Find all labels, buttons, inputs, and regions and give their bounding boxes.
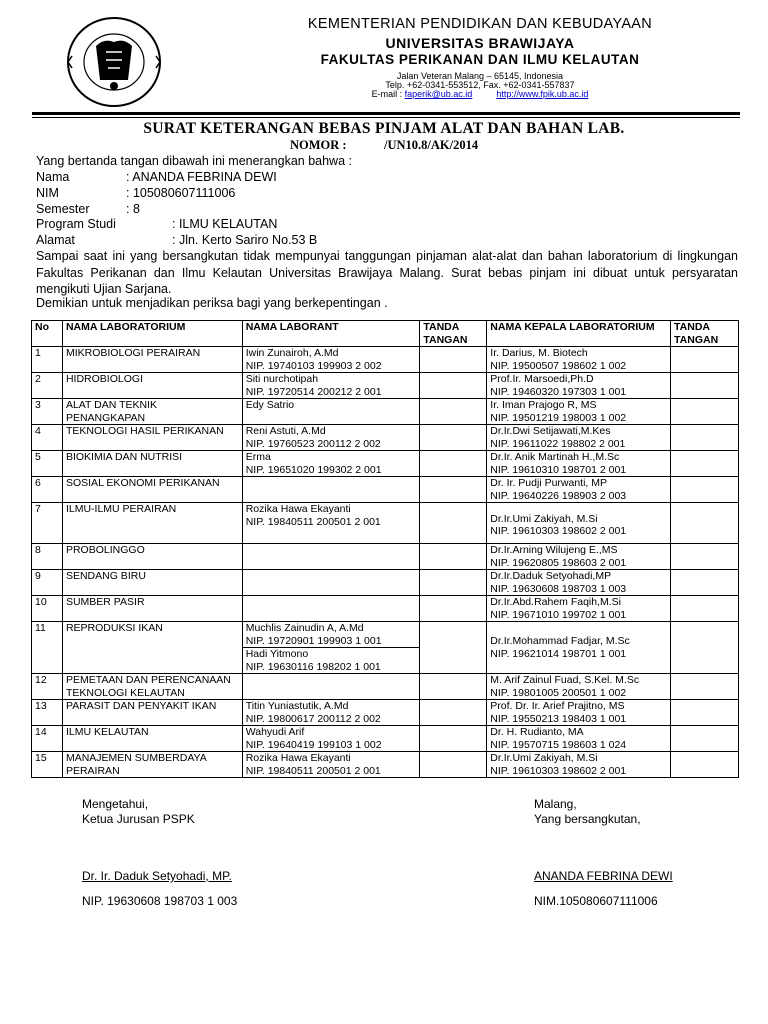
row-number: 6 (32, 477, 63, 503)
table-row (32, 503, 739, 544)
left-signatory-name: Dr. Ir. Daduk Setyohadi, MP. (82, 869, 232, 883)
col-header-signature: TANDA TANGAN (420, 321, 487, 347)
head-cell (487, 373, 671, 399)
prodi-value: : ILMU KELAUTAN (172, 217, 278, 231)
table-row (32, 596, 739, 622)
head-name: Dr.Ir.Daduk Setyohadi,MP (490, 570, 612, 582)
head-cell (487, 347, 671, 373)
header-rule-thin (32, 117, 740, 118)
head-signature-cell (671, 674, 739, 700)
alamat-label: Alamat (36, 233, 75, 247)
closing-text: Demikian untuk menjadikan periksa bagi yang berkepentingan . (36, 296, 388, 310)
laborant-signature-cell (420, 373, 487, 399)
table-row (32, 347, 739, 373)
university-logo (66, 16, 162, 108)
head-name: Dr.Ir. Anik Martinah H.,M.Sc (490, 451, 620, 463)
head-name: Dr.Ir.Umi Zakiyah, M.Si (490, 752, 598, 764)
table-row (32, 544, 739, 570)
table-row (32, 726, 739, 752)
head-cell (487, 752, 671, 778)
table-row (32, 700, 739, 726)
laborant-nip: NIP. 19840511 200501 2 001 (245, 764, 381, 777)
col-header-laborant: NAMA LABORANT (242, 321, 420, 347)
laborant-cell (242, 752, 420, 778)
row-number: 11 (32, 622, 63, 674)
col-header-head: NAMA KEPALA LABORATORIUM (487, 321, 671, 347)
lab-name: MANAJEMEN SUMBERDAYA PERAIRAN (62, 752, 242, 778)
lab-name: MIKROBIOLOGI PERAIRAN (62, 347, 242, 373)
laborant-signature-cell (420, 726, 487, 752)
lab-name: SENDANG BIRU (62, 570, 242, 596)
laborant-signature-cell (420, 596, 487, 622)
laborant-signature-cell (420, 477, 487, 503)
head-signature-cell (671, 622, 739, 674)
laborant-cell (242, 700, 420, 726)
row-number: 13 (32, 700, 63, 726)
nama-value: : ANANDA FEBRINA DEWI (126, 170, 277, 184)
col-header-head-signature: TANDA TANGAN (671, 321, 739, 347)
row-number: 8 (32, 544, 63, 570)
head-cell (487, 544, 671, 570)
right-signatory-name: ANANDA FEBRINA DEWI (534, 869, 673, 883)
laborant-signature-cell (420, 752, 487, 778)
head-signature-cell (671, 726, 739, 752)
laborant-signature-cell (420, 399, 487, 425)
row-number: 1 (32, 347, 63, 373)
faculty-name: FAKULTAS PERIKANAN DAN ILMU KELAUTAN (320, 52, 640, 67)
head-nip: NIP. 19610303 198602 2 001 (490, 525, 627, 537)
head-cell (487, 570, 671, 596)
laborant-signature-cell (420, 503, 487, 544)
head-signature-cell (671, 544, 739, 570)
row-number: 10 (32, 596, 63, 622)
laborant-nip: NIP. 19840511 200501 2 001 (245, 515, 381, 528)
alamat-value: : Jln. Kerto Sariro No.53 B (172, 233, 318, 247)
left-signature-label1: Mengetahui, (82, 797, 149, 811)
left-signatory-nip: NIP. 19630608 198703 1 003 (82, 894, 238, 908)
laborant-nip: NIP. 19720514 200212 2 001 (245, 385, 382, 398)
faculty-contact (220, 89, 740, 99)
laborant-nip: NIP. 19630116 198202 1 001 (245, 660, 381, 673)
head-name: Ir. Darius, M. Biotech (490, 347, 588, 359)
row-number: 12 (32, 674, 63, 700)
head-cell (487, 425, 671, 451)
faculty-phone: Telp. +62-0341-553512, Fax. +62-0341-557837 (385, 80, 575, 90)
laborant-name: Muchlis Zainudin A, A.Md (245, 622, 364, 634)
head-signature-cell (671, 596, 739, 622)
document-title: SURAT KETERANGAN BEBAS PINJAM ALAT DAN BAHAN LAB. (143, 120, 625, 137)
head-signature-cell (671, 752, 739, 778)
faculty-address: Jalan Veteran Malang – 65145, Indonesia (396, 71, 564, 81)
head-signature-cell (671, 503, 739, 544)
laborant-signature-cell (420, 544, 487, 570)
head-cell (487, 399, 671, 425)
laborant-nip: NIP. 19760523 200112 2 002 (245, 437, 381, 450)
laborant-name: Hadi Yitmono (245, 648, 309, 660)
table-row (32, 674, 739, 700)
head-nip: NIP. 19610310 198701 2 001 (490, 463, 627, 476)
laborant-nip: NIP. 19640419 199103 1 002 (245, 738, 382, 751)
head-nip: NIP. 19610303 198602 2 001 (490, 764, 627, 777)
table-row (32, 373, 739, 399)
laboratory-table (31, 320, 739, 778)
laborant-cell (242, 425, 420, 451)
statement-paragraph: Sampai saat ini yang bersangkutan tidak mempunyai tanggungan pinjaman alat-alat dan bahan laboratorium di lingkungan Fakultas Perikanan dan Ilmu Kelautan Universitas Brawijaya Malang. Surat bebas pinjam ini dibuat untuk persyaratan mengikuti Ujian Sarjana. (36, 249, 738, 296)
row-number: 4 (32, 425, 63, 451)
head-nip: NIP. 19640226 198903 2 003 (490, 489, 627, 502)
laborant-name: Wahyudi Arif (245, 726, 305, 738)
left-signature-label2: Ketua Jurusan PSPK (82, 812, 195, 826)
laborant-signature-cell (420, 425, 487, 451)
right-signature-label2: Yang bersangkutan, (534, 812, 641, 826)
table-row (32, 752, 739, 778)
head-name: M. Arif Zainul Fuad, S.Kel. M.Sc (490, 674, 640, 686)
semester-label: Semester (36, 202, 90, 216)
table-row (32, 451, 739, 477)
laborant-signature-cell (420, 674, 487, 700)
laborant-cell (242, 503, 420, 544)
head-nip: NIP. 19630608 198703 1 003 (490, 582, 627, 595)
email-link[interactable]: faperik@ub.ac.id (404, 89, 473, 99)
head-name: Dr. H. Rudianto, MA (490, 726, 584, 738)
head-nip: NIP. 19671010 199702 1 001 (490, 608, 627, 621)
head-signature-cell (671, 570, 739, 596)
laborant-cell (242, 373, 420, 399)
head-signature-cell (671, 451, 739, 477)
row-number: 5 (32, 451, 63, 477)
head-nip: NIP. 19620805 198603 2 001 (490, 556, 627, 569)
head-signature-cell (671, 425, 739, 451)
laborant-cell (242, 544, 420, 570)
head-name: Dr.Ir.Mohammad Fadjar, M.Sc (490, 635, 630, 647)
head-name: Dr.Ir.Umi Zakiyah, M.Si (490, 512, 598, 525)
head-name: Ir. Iman Prajogo R, MS (490, 399, 597, 411)
head-cell (487, 622, 671, 674)
head-name: Dr.Ir.Dwi Setijawati,M.Kes (490, 425, 611, 437)
laborant-name: Iwin Zunairoh, A.Md (245, 347, 339, 359)
table-row (32, 622, 739, 674)
laborant-name: Erma (245, 451, 271, 463)
row-number: 15 (32, 752, 63, 778)
lab-name: PEMETAAN DAN PERENCANAAN TEKNOLOGI KELAUTAN (62, 674, 242, 700)
head-signature-cell (671, 347, 739, 373)
head-nip: NIP. 19611022 198802 2 001 (490, 437, 626, 450)
laborant-signature-cell (420, 347, 487, 373)
table-row (32, 570, 739, 596)
laborant-nip: NIP. 19651020 199302 2 001 (245, 463, 382, 476)
laborant-cell (242, 596, 420, 622)
head-name: Dr. Ir. Pudji Purwanti, MP (490, 477, 608, 489)
nomor-value: /UN10.8/AK/2014 (384, 138, 479, 152)
table-row (32, 477, 739, 503)
laborant-cell (242, 570, 420, 596)
col-header-lab: NAMA LABORATORIUM (62, 321, 242, 347)
ministry-name: KEMENTERIAN PENDIDIKAN DAN KEBUDAYAAN (307, 16, 653, 32)
laborant-name: Titin Yuniastutik, A.Md (245, 700, 349, 712)
head-signature-cell (671, 700, 739, 726)
laborant-name: Siti nurchotipah (245, 373, 319, 385)
lab-name: REPRODUKSI IKAN (62, 622, 242, 674)
head-cell (487, 477, 671, 503)
right-signature-label1: Malang, (534, 797, 577, 811)
lab-name: PARASIT DAN PENYAKIT IKAN (62, 700, 242, 726)
laborant-cell (242, 347, 420, 373)
head-nip: NIP. 19500507 198602 1 002 (490, 359, 627, 372)
col-header-no: No (32, 321, 63, 347)
head-cell (487, 674, 671, 700)
laborant-cell (242, 399, 420, 425)
lab-name: HIDROBIOLOGI (62, 373, 242, 399)
row-number: 3 (32, 399, 63, 425)
laborant-name: Rozika Hawa Ekayanti (245, 752, 351, 764)
laborant-nip: NIP. 19740103 199903 2 002 (245, 359, 382, 372)
head-name: Prof. Dr. Ir. Arief Prajitno, MS (490, 700, 625, 712)
laborant-signature-cell (420, 622, 487, 674)
lab-name: PROBOLINGGO (62, 544, 242, 570)
lab-name: ILMU-ILMU PERAIRAN (62, 503, 242, 544)
lab-name: SUMBER PASIR (62, 596, 242, 622)
header-rule-thick (32, 112, 740, 115)
right-signatory-nim: NIM.105080607111006 (534, 894, 658, 908)
row-number: 9 (32, 570, 63, 596)
nim-label: NIM (36, 186, 59, 200)
row-number: 2 (32, 373, 63, 399)
nomor-label: NOMOR : (290, 138, 347, 152)
lab-name: ILMU KELAUTAN (62, 726, 242, 752)
head-signature-cell (671, 399, 739, 425)
head-nip: NIP. 19460320 197303 1 001 (490, 385, 627, 398)
head-nip: NIP. 19801005 200501 1 002 (490, 686, 627, 699)
laborant-signature-cell (420, 570, 487, 596)
laborant-cell (242, 451, 420, 477)
lab-name: BIOKIMIA DAN NUTRISI (62, 451, 242, 477)
head-cell (487, 451, 671, 477)
laborant-cell (242, 726, 420, 752)
head-signature-cell (671, 477, 739, 503)
laborant-name: Edy Satrio (245, 399, 295, 411)
head-cell (487, 596, 671, 622)
lab-name: TEKNOLOGI HASIL PERIKANAN (62, 425, 242, 451)
laborant-cell (242, 622, 420, 674)
nim-value: : 105080607111006 (126, 186, 236, 200)
head-name: Dr.Ir.Abd.Rahem Faqih,M.Si (490, 596, 622, 608)
lab-name: SOSIAL EKONOMI PERIKANAN (62, 477, 242, 503)
laborant-name: Reni Astuti, A.Md (245, 425, 326, 437)
lab-name: ALAT DAN TEKNIK PENANGKAPAN (62, 399, 242, 425)
laborant-nip: NIP. 19800617 200112 2 002 (245, 712, 381, 725)
head-nip: NIP. 19550213 198403 1 001 (490, 712, 627, 725)
head-nip: NIP. 19501219 198003 1 002 (490, 411, 627, 424)
nama-label: Nama (36, 170, 70, 184)
table-row (32, 399, 739, 425)
head-cell (487, 503, 671, 544)
table-header-row (32, 321, 739, 347)
laborant-cell (242, 477, 420, 503)
head-name: Prof.Ir. Marsoedi,Ph.D (490, 373, 594, 385)
laborant-name: Rozika Hawa Ekayanti (245, 503, 351, 515)
laborant-signature-cell (420, 700, 487, 726)
prodi-label: Program Studi (36, 217, 116, 231)
head-cell (487, 726, 671, 752)
laborant-cell (242, 674, 420, 700)
email-label: E-mail : (371, 89, 405, 99)
head-cell (487, 700, 671, 726)
laborant-signature-cell (420, 451, 487, 477)
head-signature-cell (671, 373, 739, 399)
head-nip: NIP. 19570715 198603 1 024 (490, 738, 627, 751)
intro-text: Yang bertanda tangan dibawah ini menerangkan bahwa : (36, 154, 352, 168)
laborant-nip: NIP. 19720901 199903 1 001 (245, 634, 382, 647)
laborant-extra (243, 647, 420, 673)
table-row (32, 425, 739, 451)
head-name: Dr.Ir.Arning Wilujeng E.,MS (490, 544, 618, 556)
head-nip: NIP. 19621014 198701 1 001 (490, 647, 627, 660)
row-number: 14 (32, 726, 63, 752)
university-name: UNIVERSITAS BRAWIJAYA (385, 35, 575, 51)
row-number: 7 (32, 503, 63, 544)
semester-value: : 8 (126, 202, 140, 216)
website-link[interactable]: http://www.fpik.ub.ac.id (496, 89, 589, 99)
